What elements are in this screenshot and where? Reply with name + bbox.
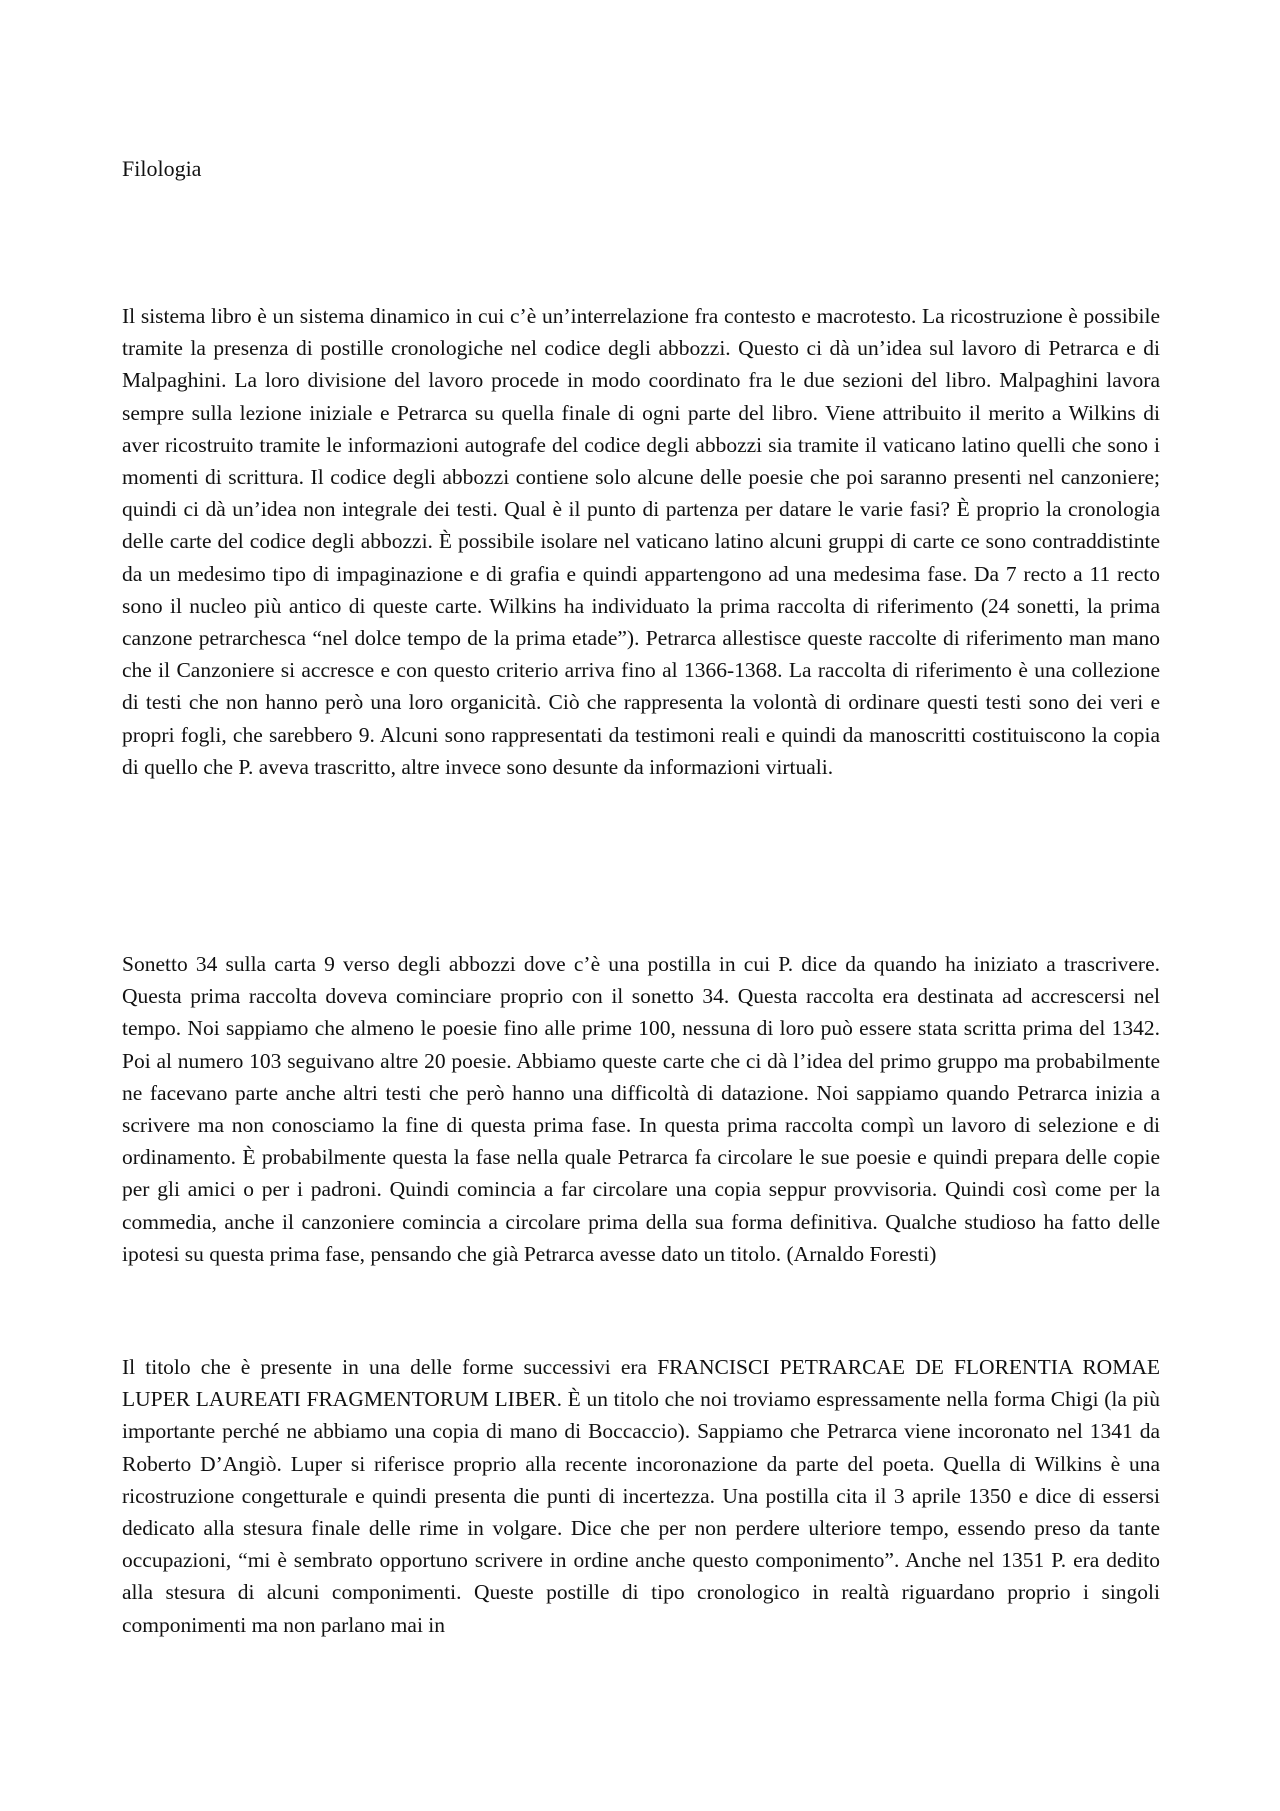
paragraph-sonetto-34: Sonetto 34 sulla carta 9 verso degli abbozzi dove c’è una postilla in cui P. dice da quando ha iniziato a trascrivere. Questa prima raccolta doveva cominciare proprio con il sonetto 34. Questa raccolta era destinata ad accrescersi nel tempo. Noi sappiamo che almeno le poesie fino alle prime 100, nessuna di loro può essere stata scritta prima del 1342. Poi al numero 103 seguivano altre 20 poesie. Abbiamo queste carte che ci dà l’idea del primo gruppo ma probabilmente ne facevano parte anche altri testi che però hanno una difficoltà di datazione. Noi sappiamo quando Petrarca inizia a scrivere ma non conosciamo la fine di questa prima fase. In questa prima raccolta compì un lavoro di selezione e di ordinamento. È probabilmente questa la fase nella quale Petrarca fa circolare le sue poesie e quindi prepara delle copie per gli amici o per i padroni. Quindi comincia a far circolare una copia seppur provvisoria. Quindi così come per la commedia, anche il canzoniere comincia a circolare prima della sua forma definitiva. Qualche studioso ha fatto delle ipotesi su questa prima fase, pensando che già Petrarca avesse dato un titolo. (Arnaldo Foresti) bbox=[122, 952, 1160, 1266]
paragraph-titolo: Il titolo che è presente in una delle forme successivi era FRANCISCI PETRARCAE DE FLORENTIA ROMAE LUPER LAUREATI FRAGMENTORUM LIBER. È un titolo che noi troviamo espressamente nella forma Chigi (la più importante perché ne abbiamo una copia di mano di Boccaccio). Sappiamo che Petrarca viene incoronato nel 1341 da Roberto D’Angiò. Luper si riferisce proprio alla recente incoronazione da parte del poeta. Quella di Wilkins è una ricostruzione congetturale e quindi presenta die punti di incertezza. Una postilla cita il 3 aprile 1350 e dice di essersi dedicato alla stesura finale delle rime in volgare. Dice che per non perdere ulteriore tempo, essendo preso da tante occupazioni, “mi è sembrato opportuno scrivere in ordine anche questo componimento”. Anche nel 1351 P. era dedito alla stesura di alcuni componimenti. Queste postille di tipo cronologico in realtà riguardano proprio i singoli componimenti ma non parlano mai in bbox=[122, 1355, 1160, 1637]
document-title: Filologia bbox=[122, 156, 202, 181]
paragraph-sistema-libro: Il sistema libro è un sistema dinamico in cui c’è un’interrelazione fra contesto e macrotesto. La ricostruzione è possibile tramite la presenza di postille cronologiche nel codice degli abbozzi. Questo ci dà un’idea sul lavoro di Petrarca e di Malpaghini. La loro divisione del lavoro procede in modo coordinato fra le due sezioni del libro. Malpaghini lavora sempre sulla lezione iniziale e Petrarca su quella finale di ogni parte del libro. Viene attribuito il merito a Wilkins di aver ricostruito tramite le informazioni autografe del codice degli abbozzi sia tramite il vaticano latino quelli che sono i momenti di scrittura. Il codice degli abbozzi contiene solo alcune delle poesie che poi saranno presenti nel canzoniere; quindi ci dà un’idea non integrale dei testi. Qual è il punto di partenza per datare le varie fasi? È proprio la cronologia delle carte del codice degli abbozzi. È possibile isolare nel vaticano latino alcuni gruppi di carte ce sono contraddistinte da un medesimo tipo di impaginazione e di grafia e quindi appartengono ad una medesima fase. Da 7 recto a 11 recto sono il nucleo più antico di queste carte. Wilkins ha individuato la prima raccolta di riferimento (24 sonetti, la prima canzone petrarchesca “nel dolce tempo de la prima etade”). Petrarca allestisce queste raccolte di riferimento man mano che il Canzoniere si accresce e con questo criterio arriva fino al 1366-1368. La raccolta di riferimento è una collezione di testi che non hanno però una loro organicità. Ciò che rappresenta la volontà di ordinare questi testi sono dei veri e propri fogli, che sarebbero 9. Alcuni sono rappresentati da testimoni reali e quindi da manoscritti costituiscono la copia di quello che P. aveva trascritto, altre invece sono desunte da informazioni virtuali. bbox=[122, 304, 1160, 779]
